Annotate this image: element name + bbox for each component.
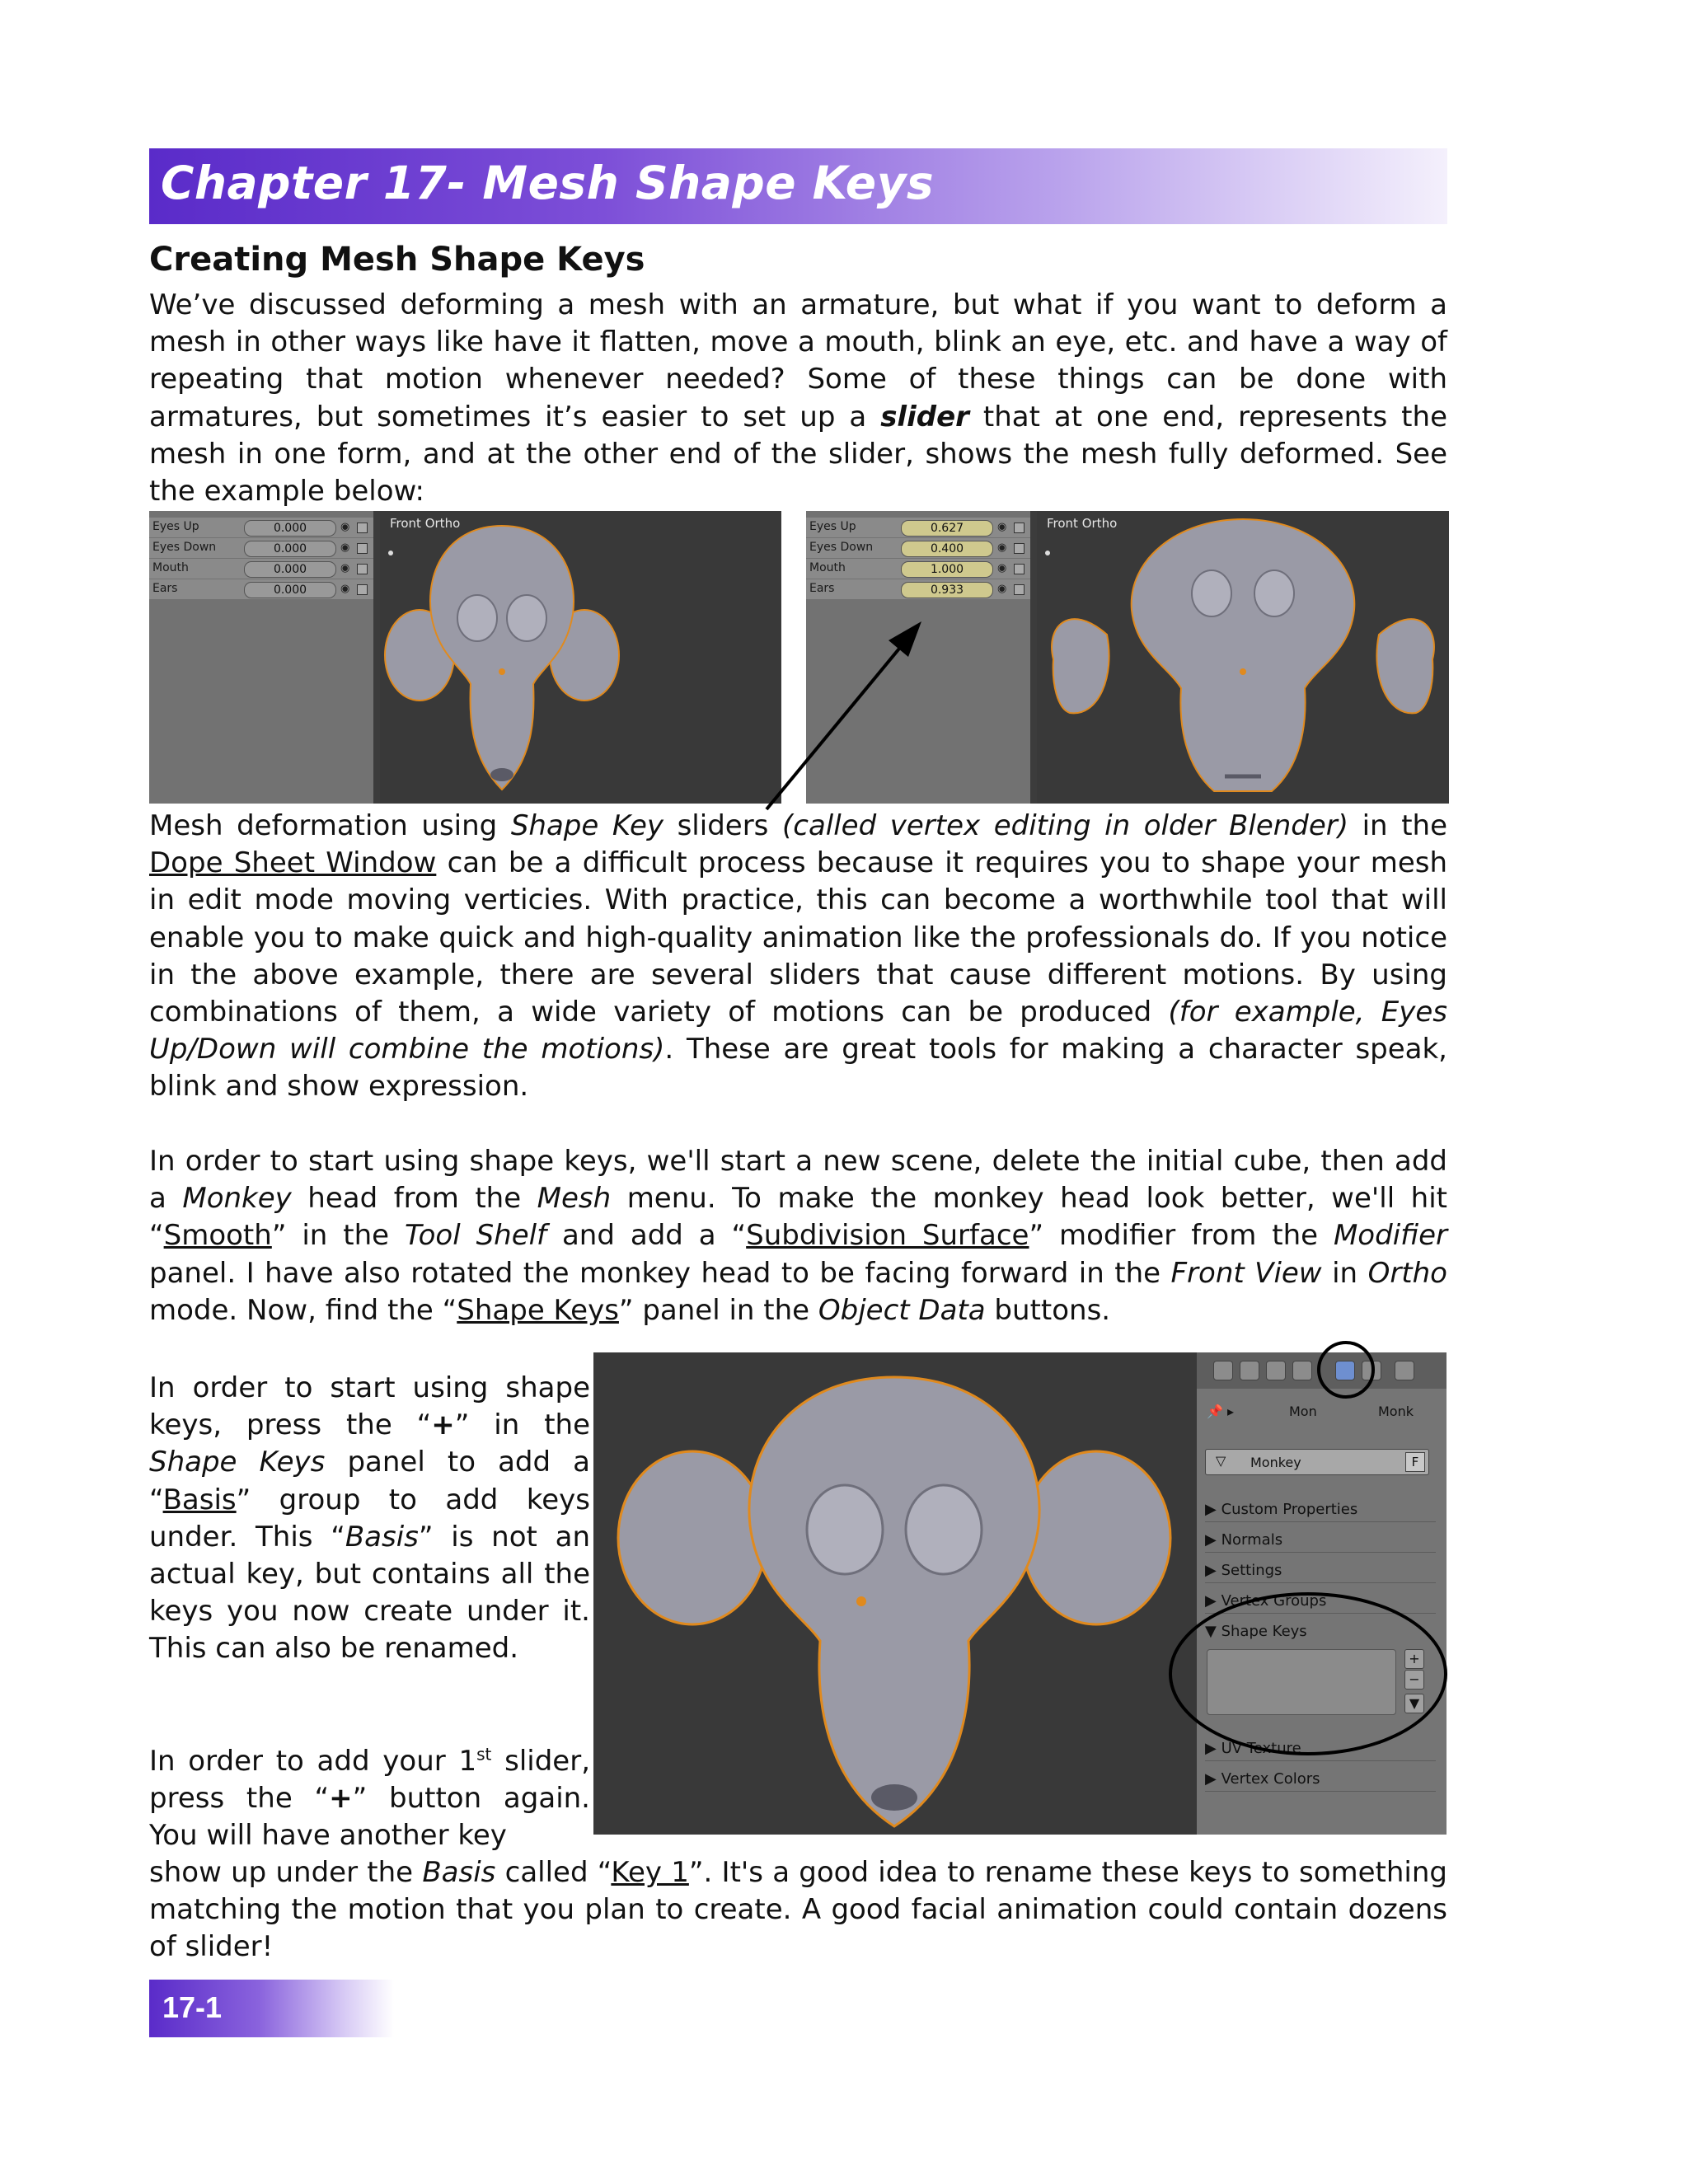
panel-vertex-groups[interactable]: ▶ Vertex Groups	[1205, 1592, 1436, 1614]
panel-custom-properties[interactable]: ▶ Custom Properties	[1205, 1501, 1436, 1522]
shape-key-panel	[149, 511, 373, 804]
shape-key-slider[interactable]: 0.933	[901, 582, 993, 598]
lock-icon[interactable]	[1014, 564, 1025, 574]
monkey-head-neutral	[380, 511, 781, 804]
3d-viewport[interactable]	[380, 511, 781, 804]
monkey-head-neutral	[593, 1352, 1197, 1835]
remove-shape-key-button[interactable]: −	[1404, 1670, 1424, 1690]
viewport-label: Front Ortho	[390, 516, 461, 531]
lock-icon[interactable]	[357, 523, 368, 533]
panel-uv-texture[interactable]: ▶ UV Texture	[1205, 1740, 1436, 1761]
shape-key-specials-button[interactable]: ▼	[1404, 1694, 1424, 1713]
shape-key-slider[interactable]: 0.400	[901, 541, 993, 557]
pin-icon[interactable]: 📌 ▸	[1207, 1404, 1235, 1419]
shape-key-slider[interactable]: 0.627	[901, 520, 993, 537]
circle-annotation	[1317, 1341, 1375, 1399]
world-tab-icon[interactable]	[1213, 1361, 1233, 1380]
add-shape-key-button[interactable]: +	[1404, 1649, 1424, 1669]
section-heading: Creating Mesh Shape Keys	[149, 241, 645, 279]
eye-icon[interactable]: ◉	[997, 541, 1007, 554]
panel-shape-keys[interactable]: ▼ Shape Keys	[1205, 1623, 1307, 1640]
chapter-banner	[149, 148, 1447, 224]
eye-icon[interactable]: ◉	[997, 521, 1007, 533]
panel-vertex-colors[interactable]: ▶ Vertex Colors	[1205, 1770, 1436, 1792]
panel-normals[interactable]: ▶ Normals	[1205, 1531, 1436, 1553]
fake-user-button[interactable]: F	[1405, 1452, 1425, 1472]
shape-key-row: Ears 0.933 ◉	[806, 579, 1030, 599]
eye-icon[interactable]: ◉	[997, 583, 1007, 595]
lock-icon[interactable]	[357, 543, 368, 554]
dope-sheet-link: Dope Sheet Window	[149, 846, 437, 880]
breadcrumb-object[interactable]: Mon	[1289, 1404, 1317, 1419]
first-slider-paragraph: In order to add your 1st slider, press the “+” button again. You will have another key	[149, 1744, 590, 1853]
shape-key-row: Eyes Up 0.000 ◉	[149, 518, 373, 537]
shape-key-slider[interactable]: 1.000	[901, 561, 993, 578]
shape-key-row: Eyes Up 0.627 ◉	[806, 518, 1030, 537]
shape-key-row: Ears 0.000 ◉	[149, 579, 373, 599]
chapter-title: Chapter 17- Mesh Shape Keys	[161, 157, 935, 209]
page-number: 17-1	[162, 1990, 223, 2024]
basis-paragraph: In order to start using shape keys, press the “+” in the Shape Keys panel to add a “Basis” group to add keys under. This “Basis” is not an actual key, but contains all the keys you now create under it. This can also be renamed.	[149, 1371, 590, 1666]
lock-icon[interactable]	[357, 584, 368, 595]
eye-icon[interactable]: ◉	[340, 521, 350, 533]
texture-tab-icon[interactable]	[1395, 1361, 1414, 1380]
screenshot-sliders-zero	[149, 511, 781, 804]
page-footer	[149, 1980, 394, 2037]
eye-icon[interactable]: ◉	[340, 541, 350, 554]
view-dot-icon	[388, 551, 393, 555]
shape-key-row: Eyes Down 0.400 ◉	[806, 538, 1030, 558]
3d-viewport[interactable]	[593, 1352, 1197, 1835]
shape-key-slider[interactable]: 0.000	[244, 520, 336, 537]
object-tab-icon[interactable]	[1240, 1361, 1259, 1380]
key1-paragraph: show up under the Basis called “Key 1”. It's a good idea to rename these keys to something matching the motion that you plan to create. A good facial animation could contain dozens of slider!	[149, 1856, 1447, 1964]
eye-icon[interactable]: ◉	[340, 562, 350, 574]
shape-key-slider[interactable]: 0.000	[244, 582, 336, 598]
panel-settings[interactable]: ▶ Settings	[1205, 1562, 1436, 1583]
shape-key-row: Mouth 0.000 ◉	[149, 559, 373, 579]
breadcrumb-mesh[interactable]: Monk	[1378, 1404, 1414, 1419]
viewport-label: Front Ortho	[1047, 516, 1118, 531]
shape-key-row: Mouth 1.000 ◉	[806, 559, 1030, 579]
lock-icon[interactable]	[357, 564, 368, 574]
view-dot-icon	[1045, 551, 1050, 555]
lock-icon[interactable]	[1014, 523, 1025, 533]
shape-key-paragraph: Mesh deformation using Shape Key sliders (called vertex editing in older Blender) in the Dope Sheet Window can be a difficult process because it requires you to shape your mesh in edit mode moving verticies. With practice, this can become a worthwhile tool that will enable you to make quick and high-quality animation like the professionals do. If you notice in the above example, there are several sliders that cause different motions. By using combinations of them, a wide variety of motions can be produced (for example, Eyes Up/Down will combine the motions). These are great tools for making a character speak, blink and show expression.	[149, 809, 1448, 1104]
shape-key-slider[interactable]: 0.000	[244, 541, 336, 557]
lock-icon[interactable]	[1014, 584, 1025, 595]
eye-icon[interactable]: ◉	[340, 583, 350, 595]
constraints-tab-icon[interactable]	[1266, 1361, 1286, 1380]
intro-paragraph: We’ve discussed deforming a mesh with an armature, but what if you want to deform a mesh in other ways like have it flatten, move a mouth, blink an eye, etc. and have a way of repeating that motion whenever needed? Some of these things can be done with armatures, but sometimes it’s easier to set up a slider that at one end, represents the mesh in one form, and at the other end of the slider, shows the mesh fully deformed. See the example below:	[149, 288, 1447, 509]
lock-icon[interactable]	[1014, 543, 1025, 554]
screenshot-sliders-moved	[806, 511, 1449, 804]
modifier-tab-icon[interactable]	[1292, 1361, 1312, 1380]
monkey-head-deformed	[1037, 511, 1449, 804]
mesh-name-field[interactable]: ▽ Monkey F	[1205, 1449, 1429, 1475]
eye-icon[interactable]: ◉	[997, 562, 1007, 574]
mesh-icon: ▽	[1216, 1453, 1226, 1469]
setup-paragraph: In order to start using shape keys, we'll start a new scene, delete the initial cube, then add a Monkey head from the Mesh menu. To make the monkey head look better, we'll hit “Smooth” in the Tool Shelf and add a “Subdivision Surface” modifier from the Modifier panel. I have also rotated the monkey head to be facing forward in the Front View in Ortho mode. Now, find the “Shape Keys” panel in the Object Data buttons.	[149, 1145, 1447, 1327]
shape-key-panel	[806, 511, 1030, 804]
3d-viewport[interactable]	[1037, 511, 1449, 804]
circle-annotation	[1169, 1592, 1447, 1755]
shape-key-row: Eyes Down 0.000 ◉	[149, 538, 373, 558]
shape-key-slider[interactable]: 0.000	[244, 561, 336, 578]
